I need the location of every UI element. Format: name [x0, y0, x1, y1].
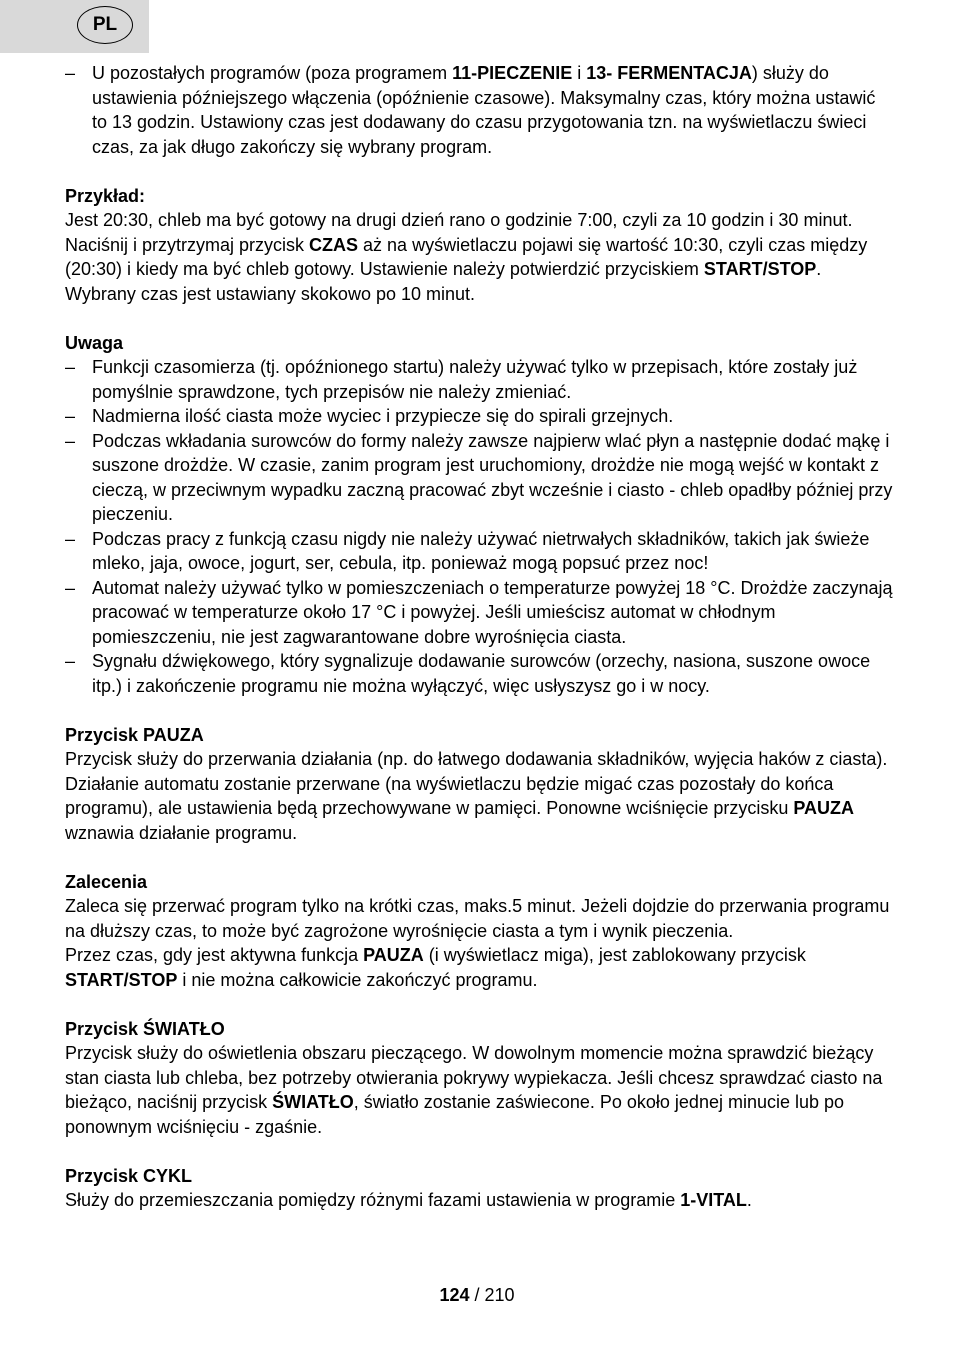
cycle-heading: Przycisk CYKL — [65, 1165, 193, 1186]
note-item-text: Podczas pracy z funkcją czasu nigdy nie należy używać nietrwałych składników, takich jak świeże mleko, jaja, owoce, jogurt, ser, cebula, itp. ponieważ mogą popsuć przez noc! — [92, 528, 870, 573]
note-item — [65, 355, 895, 404]
text: wznawia działanie programu. — [65, 822, 298, 843]
button-name: PAUZA — [793, 798, 855, 818]
text: Jest 20:30, chleb ma być gotowy na drugi dzień rano o godzinie 7:00, czyli za 10 godzin i 30 minut. Naciśnij i przytrzymaj przycisk — [65, 210, 853, 255]
page-current: 124 — [439, 1285, 470, 1305]
text: Przez czas, gdy jest aktywna funkcja — [65, 945, 364, 965]
note-item — [65, 527, 895, 576]
recommendations-heading: Zalecenia — [65, 871, 148, 892]
text: Przycisk służy do oświetlenia obszaru pieczącego. W dowolnym momencie można sprawdzić bieżący stan ciasta lub chleba, bez potrzeby otwierania pokrywy wypiekacza. Jeśli chcesz sprawdzać ciasto na bieżąco, naciśnij przycisk — [65, 1043, 883, 1112]
page-separator: / — [469, 1285, 485, 1305]
example-paragraph — [65, 208, 895, 306]
button-name: START/STOP — [703, 259, 817, 279]
note-item-text: Nadmierna ilość ciasta może wyciec i przypiecze się do spirali grzejnych. — [92, 406, 674, 426]
light-heading: Przycisk ŚWIATŁO — [65, 1018, 225, 1039]
text: . — [746, 1190, 752, 1210]
note-item — [65, 649, 895, 698]
document-body — [65, 61, 895, 1213]
text: ) służy do ustawienia późniejszego włączenia (opóźnienie czasowe). Maksymalny czas, który można ustawić to 13 godzin. Ustawiony czas jest dodawany do czasu przygotowania tzn. na wyświetlaczu świeci czas, za jak długo zakończy się wybrany program. — [92, 63, 876, 157]
pause-paragraph — [65, 747, 895, 845]
button-name: START/STOP — [65, 969, 178, 990]
text: aż na wyświetlaczu pojawi się wartość 10:30, czyli czas między (20:30) i kiedy ma być chleb gotowy. Ustawienie należy potwierdzić przyciskiem — [65, 234, 868, 279]
note-item — [65, 429, 895, 527]
text: Służy do przemieszczania pomiędzy różnymi fazami ustawienia w programie — [65, 1190, 681, 1210]
text: i — [572, 63, 587, 83]
note-item-text: Funkcji czasomierza (tj. opóźnionego startu) należy używać tylko w przepisach, które zostały już pomyślnie sprawdzone, tych przepisów nie należy zmieniać. — [92, 357, 858, 402]
pause-heading: Przycisk PAUZA — [65, 724, 204, 745]
recommendations-paragraph-2 — [65, 943, 895, 992]
bullet-dash: – — [65, 577, 76, 598]
text: U pozostałych programów (poza programem — [92, 63, 453, 83]
note-item — [65, 404, 895, 429]
bullet-dash: – — [65, 63, 76, 83]
intro-bullet — [65, 61, 895, 159]
text: , światło zostanie zaświecone. Po około jednej minucie lub po ponownym wciśnięciu - zgaśnie. — [65, 1092, 845, 1137]
spacer — [65, 845, 895, 870]
light-paragraph — [65, 1041, 895, 1139]
text: (i wyświetlacz miga), jest zablokowany przycisk — [423, 945, 806, 965]
spacer — [65, 698, 895, 723]
cycle-paragraph — [65, 1188, 895, 1213]
program-name: 11-PIECZENIE — [452, 63, 573, 83]
spacer — [65, 159, 895, 184]
text: i nie można całkowicie zakończyć programu. — [177, 969, 538, 990]
bullet-dash: – — [65, 406, 76, 426]
language-tab — [0, 0, 149, 53]
note-item-text: Automat należy używać tylko w pomieszczeniach o temperaturze powyżej 18 °C. Drożdże zaczynają pracować w temperaturze około 17 °C i powyżej. Jeśli umieścisz automat w chłodnym pomieszczeniu, nie jest zagwarantowane dobre wyrośnięcia ciasta. — [92, 577, 893, 647]
recommendations-paragraph-1: Zaleca się przerwać program tylko na krótki czas, maks.5 minut. Jeżeli dojdzie do przerwania programu na dłuższy czas, to może być zagrożone wyrośnięcie ciasta a tym i wynik pieczenia. — [65, 896, 890, 941]
bullet-dash: – — [65, 651, 76, 671]
page-number — [0, 1283, 954, 1307]
note-item — [65, 576, 895, 650]
program-name: 1-VITAL — [680, 1190, 747, 1210]
example-heading: Przykład: — [65, 185, 146, 206]
spacer — [65, 992, 895, 1017]
bullet-dash: – — [65, 357, 76, 377]
page-total: 210 — [484, 1285, 515, 1305]
button-name: ŚWIATŁO — [272, 1092, 354, 1112]
bullet-dash: – — [65, 430, 76, 451]
button-name: PAUZA — [363, 945, 424, 965]
note-item-text: Podczas wkładania surowców do formy należy zawsze najpierw wlać płyn a następnie dodać mąkę i suszone drożdże. W czasie, zanim program jest uruchomiony, drożdże nie mogą wejść w kontakt z cieczą, w przeciwnym wypadku zaczną pracować zbyt wcześnie i ciasto - chleb opadłby później przy pieczeniu. — [92, 430, 893, 524]
button-name: CZAS — [309, 234, 359, 255]
note-heading: Uwaga — [65, 332, 124, 353]
program-name: 13- FERMENTACJA — [586, 63, 752, 83]
spacer — [65, 1139, 895, 1164]
note-item-text: Sygnału dźwiękowego, który sygnalizuje dodawanie surowców (orzechy, nasiona, suszone owoce itp.) i zakończenie programu nie można wyłączyć, więc usłyszysz go i w nocy. — [92, 651, 871, 696]
language-badge: PL — [77, 6, 133, 44]
bullet-dash: – — [65, 528, 76, 549]
text: . Wybrany czas jest ustawiany skokowo po 10 minut. — [65, 259, 822, 304]
text: Przycisk służy do przerwania działania (np. do łatwego dodawania składników, wyjęcia haków z ciasta). Działanie automatu zostanie przerwane (na wyświetlaczu będzie migać czas pozostały do końca programu), ale ustawienia będą przechowywane w pamięci. Ponowne wciśnięcie przycisku — [65, 749, 888, 818]
spacer — [65, 306, 895, 331]
